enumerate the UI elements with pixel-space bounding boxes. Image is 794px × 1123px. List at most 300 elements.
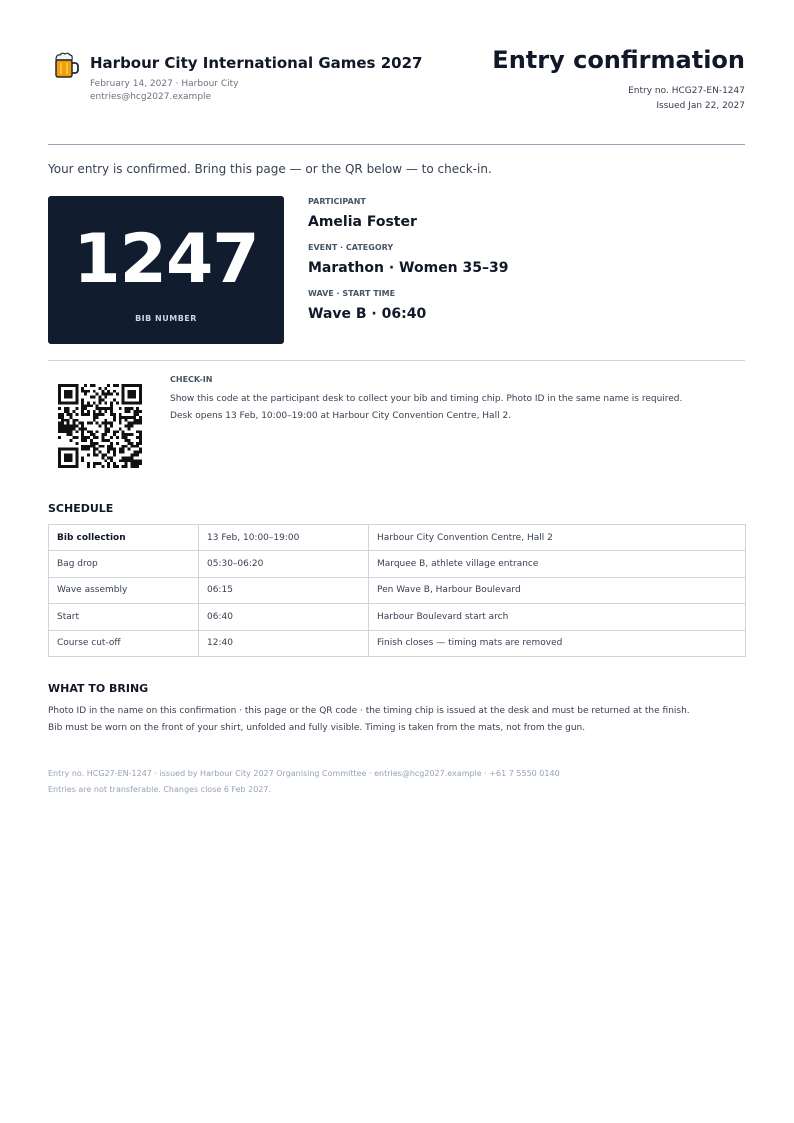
qr-module	[99, 401, 102, 404]
qr-module	[70, 384, 73, 387]
qr-module	[128, 433, 131, 436]
qr-module	[107, 462, 110, 465]
qr-module	[72, 384, 75, 387]
qr-module	[58, 416, 61, 419]
qr-module	[81, 433, 84, 436]
qr-module	[90, 445, 93, 448]
qr-module	[110, 442, 113, 445]
qr-module	[67, 454, 70, 457]
qr-module	[107, 430, 110, 433]
footer-terms: Entries are not transferable. Changes close 6 Feb 2027.	[48, 785, 272, 794]
wave-start-label: WAVE · START TIME	[308, 289, 396, 298]
qr-module	[70, 413, 73, 416]
bib-card	[48, 196, 284, 344]
qr-module	[113, 462, 116, 465]
qr-module	[128, 407, 131, 410]
qr-module	[99, 387, 102, 390]
qr-module	[122, 465, 125, 468]
qr-module	[125, 445, 128, 448]
qr-module	[58, 427, 61, 430]
qr-module	[113, 419, 116, 422]
qr-module	[101, 422, 104, 425]
qr-module	[130, 456, 133, 459]
qr-module	[113, 454, 116, 457]
qr-module	[113, 416, 116, 419]
qr-module	[104, 430, 107, 433]
qr-module	[122, 433, 125, 436]
qr-module	[128, 422, 131, 425]
qr-module	[70, 448, 73, 451]
qr-module	[130, 465, 133, 468]
qr-module	[113, 390, 116, 393]
qr-module	[96, 407, 99, 410]
qr-module	[122, 451, 125, 454]
qr-module	[133, 384, 136, 387]
qr-module	[90, 422, 93, 425]
qr-module	[72, 419, 75, 422]
qr-module	[87, 390, 90, 393]
qr-module	[104, 422, 107, 425]
qr-module	[61, 384, 64, 387]
qr-module	[122, 384, 125, 387]
qr-module	[139, 410, 142, 413]
qr-module	[61, 427, 64, 430]
qr-module	[64, 459, 67, 462]
qr-module	[87, 413, 90, 416]
qr-module	[133, 413, 136, 416]
qr-module	[72, 425, 75, 428]
schedule-table	[48, 524, 746, 657]
qr-module	[64, 390, 67, 393]
qr-module	[130, 422, 133, 425]
qr-module	[122, 445, 125, 448]
qr-module	[136, 422, 139, 425]
qr-module	[110, 401, 113, 404]
qr-module	[67, 425, 70, 428]
qr-module	[70, 390, 73, 393]
qr-module	[125, 410, 128, 413]
qr-module	[104, 410, 107, 413]
qr-module	[110, 404, 113, 407]
qr-module	[139, 459, 142, 462]
qr-module	[58, 459, 61, 462]
qr-module	[81, 390, 84, 393]
qr-module	[107, 393, 110, 396]
qr-module	[125, 416, 128, 419]
qr-module	[125, 401, 128, 404]
qr-module	[90, 430, 93, 433]
qr-module	[130, 445, 133, 448]
qr-module	[104, 439, 107, 442]
qr-module	[136, 459, 139, 462]
qr-module	[96, 430, 99, 433]
qr-module	[84, 404, 87, 407]
qr-module	[122, 398, 125, 401]
qr-module	[136, 442, 139, 445]
qr-module	[113, 433, 116, 436]
qr-module	[58, 401, 61, 404]
qr-module	[119, 451, 122, 454]
section-divider	[48, 360, 745, 361]
qr-module	[70, 465, 73, 468]
qr-module	[125, 407, 128, 410]
qr-module	[67, 410, 70, 413]
qr-module	[133, 401, 136, 404]
qr-module	[81, 445, 84, 448]
qr-module	[99, 407, 102, 410]
qr-module	[136, 462, 139, 465]
qr-module	[107, 448, 110, 451]
qr-module	[101, 436, 104, 439]
qr-module	[133, 462, 136, 465]
qr-module	[78, 422, 81, 425]
qr-module	[64, 410, 67, 413]
bib-wearing-note: Bib must be worn on the front of your shirt, unfolded and fully visible. Timing is taken from the mats, not from the gun.	[48, 723, 586, 733]
qr-module	[130, 425, 133, 428]
qr-module	[122, 459, 125, 462]
qr-module	[67, 390, 70, 393]
qr-module	[67, 430, 70, 433]
qr-module	[104, 419, 107, 422]
qr-module	[133, 445, 136, 448]
qr-module	[139, 430, 142, 433]
qr-module	[107, 407, 110, 410]
qr-module	[133, 393, 136, 396]
schedule-row	[49, 630, 746, 656]
qr-module	[84, 384, 87, 387]
qr-module	[61, 465, 64, 468]
qr-module	[67, 393, 70, 396]
qr-module	[110, 413, 113, 416]
qr-module	[84, 436, 87, 439]
qr-module	[130, 401, 133, 404]
qr-module	[104, 433, 107, 436]
qr-module	[75, 390, 78, 393]
qr-module	[58, 425, 61, 428]
qr-module	[133, 465, 136, 468]
qr-module	[67, 396, 70, 399]
qr-module	[99, 451, 102, 454]
qr-module	[130, 433, 133, 436]
qr-module	[119, 413, 122, 416]
schedule-time: 13 Feb, 10:00–19:00	[199, 525, 369, 551]
qr-module	[119, 407, 122, 410]
qr-module	[133, 459, 136, 462]
qr-module	[139, 419, 142, 422]
schedule-item: Bib collection	[49, 525, 199, 551]
qr-module	[113, 448, 116, 451]
qr-module	[67, 419, 70, 422]
qr-module	[72, 422, 75, 425]
qr-module	[58, 393, 61, 396]
qr-module	[107, 445, 110, 448]
qr-module	[84, 390, 87, 393]
qr-module	[96, 436, 99, 439]
qr-module	[58, 462, 61, 465]
qr-module	[93, 416, 96, 419]
qr-module	[58, 390, 61, 393]
qr-module	[64, 427, 67, 430]
qr-module	[139, 384, 142, 387]
qr-module	[96, 454, 99, 457]
qr-module	[136, 407, 139, 410]
qr-module	[67, 465, 70, 468]
qr-module	[70, 401, 73, 404]
what-to-bring-text: Photo ID in the name on this confirmation · this page or the QR code · the timing chip is issued at the desk and must be returned at the finish.	[48, 706, 690, 716]
qr-module	[122, 401, 125, 404]
qr-module	[70, 454, 73, 457]
qr-module	[67, 456, 70, 459]
qr-module	[64, 465, 67, 468]
qr-module	[78, 427, 81, 430]
qr-module	[128, 416, 131, 419]
qr-module	[139, 396, 142, 399]
qr-module	[75, 442, 78, 445]
qr-module	[58, 384, 61, 387]
qr-module	[128, 439, 131, 442]
qr-module	[81, 422, 84, 425]
qr-module	[107, 456, 110, 459]
checkin-desk-hours: Desk opens 13 Feb, 10:00–19:00 at Harbour City Convention Centre, Hall 2.	[170, 411, 512, 421]
qr-module	[75, 459, 78, 462]
qr-module	[72, 410, 75, 413]
qr-module	[61, 416, 64, 419]
schedule-location: Harbour Boulevard start arch	[369, 604, 746, 630]
qr-module	[75, 413, 78, 416]
qr-module	[110, 448, 113, 451]
qr-module	[119, 422, 122, 425]
schedule-item: Wave assembly	[49, 577, 199, 603]
qr-module	[136, 410, 139, 413]
qr-module	[87, 410, 90, 413]
qr-module	[113, 384, 116, 387]
qr-module	[104, 396, 107, 399]
qr-module	[113, 451, 116, 454]
qr-module	[96, 422, 99, 425]
qr-module	[130, 462, 133, 465]
qr-module	[93, 396, 96, 399]
qr-module	[125, 433, 128, 436]
qr-module	[104, 393, 107, 396]
qr-module	[75, 465, 78, 468]
qr-module	[128, 456, 131, 459]
schedule-row	[49, 551, 746, 577]
qr-module	[81, 427, 84, 430]
qr-module	[64, 448, 67, 451]
qr-module	[133, 454, 136, 457]
qr-module	[75, 407, 78, 410]
qr-module	[90, 396, 93, 399]
qr-module	[133, 451, 136, 454]
event-category-value: Marathon · Women 35–39	[308, 260, 509, 276]
bib-number: 1247	[73, 220, 259, 299]
qr-module	[67, 448, 70, 451]
qr-module	[107, 439, 110, 442]
qr-module	[75, 384, 78, 387]
qr-module	[101, 407, 104, 410]
qr-module	[93, 442, 96, 445]
beer-mug-icon	[48, 50, 80, 82]
header-divider	[48, 144, 745, 145]
qr-module	[81, 459, 84, 462]
qr-module	[101, 433, 104, 436]
qr-module	[110, 393, 113, 396]
qr-module	[139, 393, 142, 396]
qr-module	[87, 462, 90, 465]
schedule-time: 06:40	[199, 604, 369, 630]
qr-module	[99, 398, 102, 401]
qr-module	[130, 393, 133, 396]
qr-module	[93, 433, 96, 436]
qr-module	[139, 462, 142, 465]
qr-module	[67, 433, 70, 436]
qr-module	[75, 430, 78, 433]
qr-module	[104, 427, 107, 430]
schedule-row	[49, 577, 746, 603]
qr-module	[122, 396, 125, 399]
qr-module	[70, 456, 73, 459]
qr-module	[87, 445, 90, 448]
qr-module	[104, 387, 107, 390]
qr-module	[136, 445, 139, 448]
qr-module	[130, 454, 133, 457]
qr-module	[58, 398, 61, 401]
qr-module	[107, 384, 110, 387]
qr-module	[113, 430, 116, 433]
schedule-location: Harbour City Convention Centre, Hall 2	[369, 525, 746, 551]
qr-module	[93, 454, 96, 457]
schedule-item: Course cut-off	[49, 630, 199, 656]
schedule-time: 06:15	[199, 577, 369, 603]
qr-module	[119, 427, 122, 430]
qr-module	[64, 407, 67, 410]
qr-module	[87, 448, 90, 451]
qr-module	[99, 396, 102, 399]
qr-module	[93, 413, 96, 416]
checkin-label: CHECK-IN	[170, 375, 213, 384]
footer-issuer: Entry no. HCG27-EN-1247 · issued by Harbour City 2027 Organising Committee · entries@hcg2027.example · +61 7 5550 0140	[48, 769, 560, 778]
qr-module	[75, 436, 78, 439]
qr-module	[72, 436, 75, 439]
qr-module	[101, 454, 104, 457]
qr-module	[122, 390, 125, 393]
qr-module	[67, 384, 70, 387]
qr-module	[61, 422, 64, 425]
qr-module	[110, 456, 113, 459]
qr-module	[93, 445, 96, 448]
qr-module	[70, 427, 73, 430]
qr-module	[64, 425, 67, 428]
schedule-time: 05:30–06:20	[199, 551, 369, 577]
qr-module	[90, 433, 93, 436]
schedule-item: Start	[49, 604, 199, 630]
qr-module	[87, 404, 90, 407]
qr-module	[96, 404, 99, 407]
qr-module	[139, 439, 142, 442]
qr-module	[75, 387, 78, 390]
schedule-item: Bag drop	[49, 551, 199, 577]
qr-module	[113, 465, 116, 468]
qr-module	[101, 393, 104, 396]
qr-module	[128, 396, 131, 399]
schedule-row	[49, 525, 746, 551]
qr-module	[116, 384, 119, 387]
qr-module	[125, 384, 128, 387]
qr-module	[116, 393, 119, 396]
qr-module	[133, 410, 136, 413]
qr-module	[99, 462, 102, 465]
qr-module	[72, 465, 75, 468]
qr-module	[130, 442, 133, 445]
qr-module	[67, 413, 70, 416]
qr-module	[133, 390, 136, 393]
qr-module	[67, 401, 70, 404]
qr-module	[110, 459, 113, 462]
qr-module	[96, 393, 99, 396]
qr-module	[99, 413, 102, 416]
qr-module	[128, 410, 131, 413]
qr-module	[119, 448, 122, 451]
intro-text: Your entry is confirmed. Bring this page — or the QR below — to check-in.	[48, 162, 492, 176]
qr-module	[93, 401, 96, 404]
qr-module	[107, 451, 110, 454]
qr-module	[101, 398, 104, 401]
qr-module	[58, 413, 61, 416]
qr-module	[130, 384, 133, 387]
qr-module	[64, 384, 67, 387]
qr-module	[104, 401, 107, 404]
qr-module	[84, 407, 87, 410]
qr-module	[122, 416, 125, 419]
qr-module	[61, 448, 64, 451]
qr-module	[81, 439, 84, 442]
qr-module	[61, 430, 64, 433]
checkin-instructions: Show this code at the participant desk to collect your bib and timing chip. Photo ID in the same name is required.	[170, 394, 683, 404]
participant-name: Amelia Foster	[308, 214, 417, 230]
qr-module	[96, 413, 99, 416]
event-name: Harbour City International Games 2027	[90, 54, 423, 72]
qr-module	[122, 448, 125, 451]
qr-module	[84, 439, 87, 442]
qr-module	[110, 410, 113, 413]
qr-module	[61, 425, 64, 428]
qr-module	[70, 425, 73, 428]
qr-module	[136, 451, 139, 454]
qr-module	[116, 465, 119, 468]
qr-module	[75, 396, 78, 399]
qr-module	[81, 430, 84, 433]
qr-module	[110, 422, 113, 425]
event-category-label: EVENT · CATEGORY	[308, 243, 394, 252]
qr-module	[84, 393, 87, 396]
qr-module	[136, 465, 139, 468]
qr-module	[75, 454, 78, 457]
qr-module	[90, 439, 93, 442]
qr-module	[93, 465, 96, 468]
qr-module	[87, 401, 90, 404]
qr-module	[130, 459, 133, 462]
qr-module	[70, 430, 73, 433]
qr-module	[67, 422, 70, 425]
qr-module	[110, 445, 113, 448]
qr-module	[128, 448, 131, 451]
qr-module	[75, 451, 78, 454]
qr-module	[70, 459, 73, 462]
schedule-location: Finish closes — timing mats are removed	[369, 630, 746, 656]
wave-start-value: Wave B · 06:40	[308, 306, 427, 322]
qr-module	[72, 448, 75, 451]
qr-module	[136, 413, 139, 416]
